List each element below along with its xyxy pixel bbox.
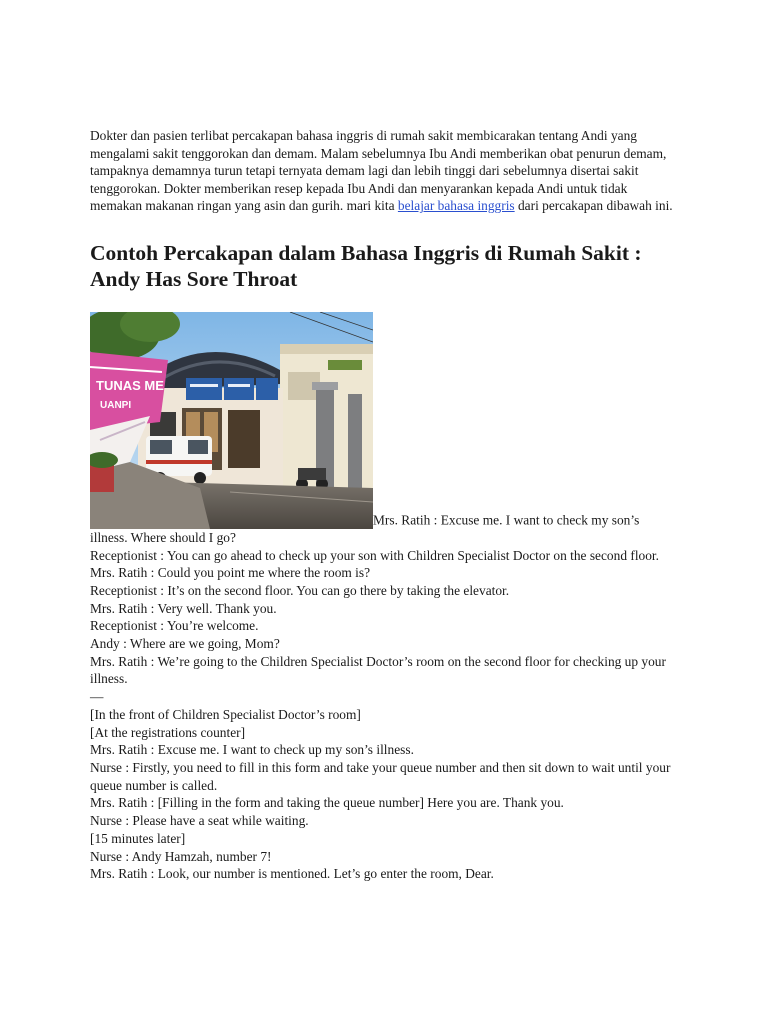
dialog-line: Mrs. Ratih : Look, our number is mentioned. Let’s go enter the room, Dear. <box>90 866 494 882</box>
dialog-line: Receptionist : You can go ahead to check up your son with Children Specialist Doctor on the second floor. <box>90 547 659 563</box>
intro-text-end: dari percakapan dibawah ini. <box>514 198 673 214</box>
learn-english-link[interactable]: belajar bahasa inggris <box>397 198 515 214</box>
dialog-line: Mrs. Ratih : We’re going to the Children Specialist Doctor’s room on the second floor for checking up your illness. <box>90 653 666 687</box>
dialog-line: Receptionist : It’s on the second floor. You can go there by taking the elevator. <box>90 582 510 598</box>
dialog-line: — <box>90 689 104 705</box>
intro-paragraph <box>90 127 680 215</box>
document-page <box>90 127 680 883</box>
dialog-line: Nurse : Firstly, you need to fill in this form and take your queue number and then sit down to wait until your queue number is called. <box>90 760 671 793</box>
dialog-line: Andy : Where are we going, Mom? <box>90 636 280 652</box>
dialog-line: Mrs. Ratih : Excuse me. I want to check up my son’s illness. <box>90 742 414 758</box>
article-title: Contoh Percakapan dalam Bahasa Inggris di Rumah Sakit : Andy Has Sore Throat <box>90 240 642 292</box>
banner-subtext: UANPI <box>100 399 132 411</box>
dialog-line: Mrs. Ratih : Very well. Thank you. <box>90 600 277 616</box>
dialog-first-line: Mrs. Ratih : Excuse me. I want to check my son’s illness. Where should I go? <box>90 512 640 545</box>
dialog-line: Mrs. Ratih : [Filling in the form and taking the queue number] Here you are. Thank you. <box>90 795 564 811</box>
dialog-line: [At the registrations counter] <box>90 724 246 740</box>
intro-text: Dokter dan pasien terlibat percakapan bahasa inggris di rumah sakit membicarakan tentang Andi yang mengalami sakit tenggorokan dan demam. Malam sebelumnya Ibu Andi memberikan obat penurun demam, tampaknya demamnya turun tetapi ternyata demam lagi dan lebih tinggi dari sebelumnya disertai sakit tenggorokan. Dokter memberikan resep kepada Ibu Andi dan menyarankan kepada Andi untuk tidak memakan makanan ringan yang asin dan gurih. mari kita <box>90 128 667 214</box>
dialog-line: [In the front of Children Specialist Doctor’s room] <box>90 706 361 722</box>
dialog-line: Mrs. Ratih : Could you point me where the room is? <box>90 565 371 581</box>
dialog-lines <box>90 547 680 883</box>
hospital-photo <box>90 312 373 529</box>
dialog-line: Receptionist : You’re welcome. <box>90 618 259 634</box>
photo-paragraph <box>90 312 680 547</box>
dialog-line: [15 minutes later] <box>90 830 186 846</box>
banner-text: TUNAS ME <box>96 377 164 393</box>
dialog-line: Nurse : Please have a seat while waiting. <box>90 813 309 829</box>
dialog-line: Nurse : Andy Hamzah, number 7! <box>90 848 272 864</box>
